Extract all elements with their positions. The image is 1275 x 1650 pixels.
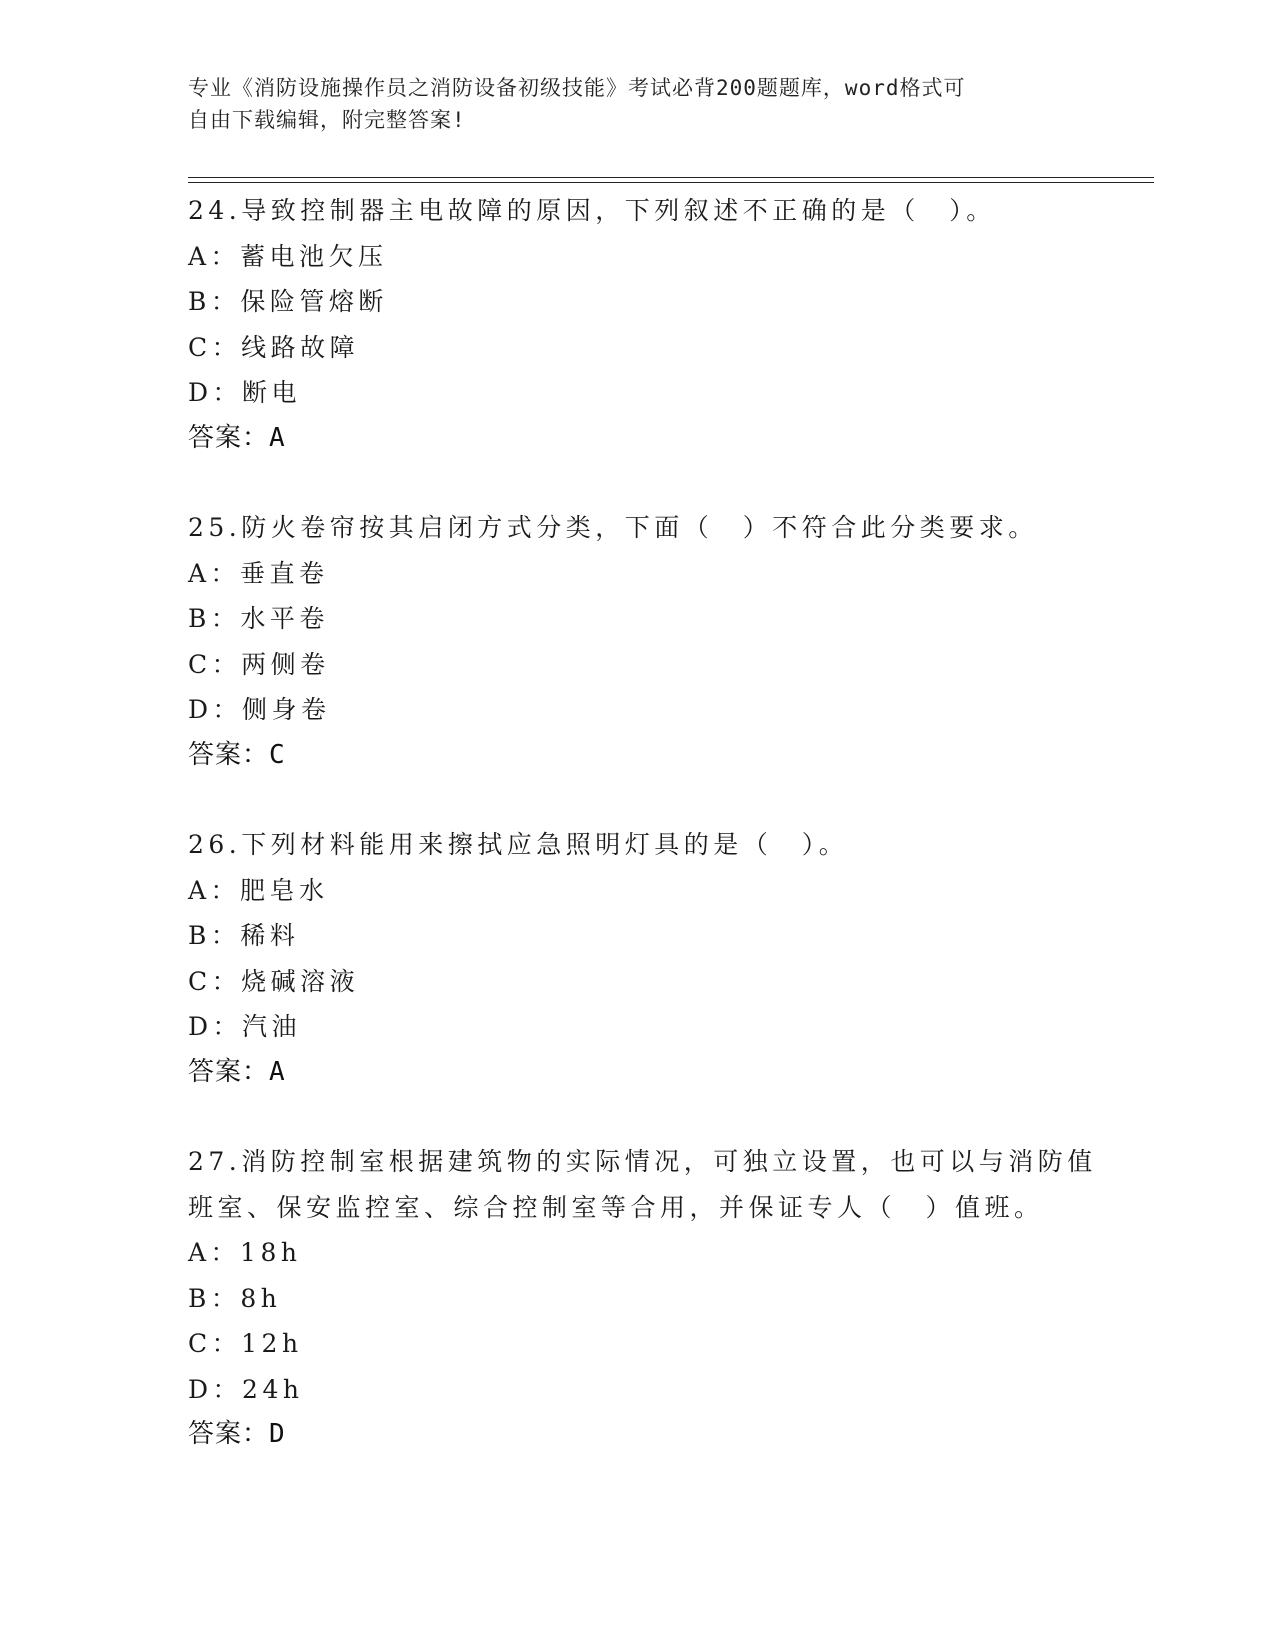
answer-line: 答案：A (188, 422, 286, 453)
option-c: C：烧碱溶液 (188, 966, 360, 996)
question-25 (188, 505, 1148, 778)
option-d: D：汽油 (188, 1012, 302, 1041)
option-a: A：18h (188, 1238, 302, 1267)
header-line-2: 自由下载编辑，附完整答案! (188, 108, 466, 132)
option-a: A：肥皂水 (188, 875, 329, 905)
option-d: D：24h (188, 1374, 304, 1404)
question-stem: 27.消防控制室根据建筑物的实际情况，可独立设置，也可以与消防值 (188, 1147, 1097, 1176)
option-b: B：8h (188, 1283, 282, 1313)
option-a: A：垂直卷 (188, 558, 329, 588)
option-c: C：12h (188, 1329, 303, 1358)
option-c: C：两侧卷 (188, 649, 330, 679)
answer-line: 答案：D (188, 1419, 286, 1449)
answer-line: 答案：C (188, 739, 286, 770)
option-b: B：水平卷 (188, 604, 329, 633)
header-divider-top (188, 177, 1154, 178)
header-divider-bottom (188, 182, 1154, 183)
option-a: A：蓄电池欠压 (188, 241, 388, 271)
question-24 (188, 188, 1148, 461)
document-header (188, 72, 1068, 136)
option-d: D：断电 (188, 378, 302, 407)
option-b: B：稀料 (188, 921, 300, 950)
question-stem: 26.下列材料能用来擦拭应急照明灯具的是（ ）。 (188, 830, 849, 859)
question-stem-continued: 班室、保安监控室、综合控制室等合用，并保证专人（ ）值班。 (188, 1192, 1044, 1222)
header-line-1: 专业《消防设施操作员之消防设备初级技能》考试必背200题题库，word格式可 (188, 76, 966, 100)
option-c: C：线路故障 (188, 332, 360, 362)
answer-line: 答案：A (188, 1056, 286, 1087)
question-stem: 24.导致控制器主电故障的原因，下列叙述不正确的是（ ）。 (188, 196, 996, 225)
question-list (188, 188, 1148, 1502)
option-b: B：保险管熔断 (188, 287, 388, 316)
question-26 (188, 822, 1148, 1095)
question-27 (188, 1139, 1148, 1458)
option-d: D：侧身卷 (188, 695, 331, 724)
question-stem: 25.防火卷帘按其启闭方式分类，下面（ ）不符合此分类要求。 (188, 513, 1038, 542)
